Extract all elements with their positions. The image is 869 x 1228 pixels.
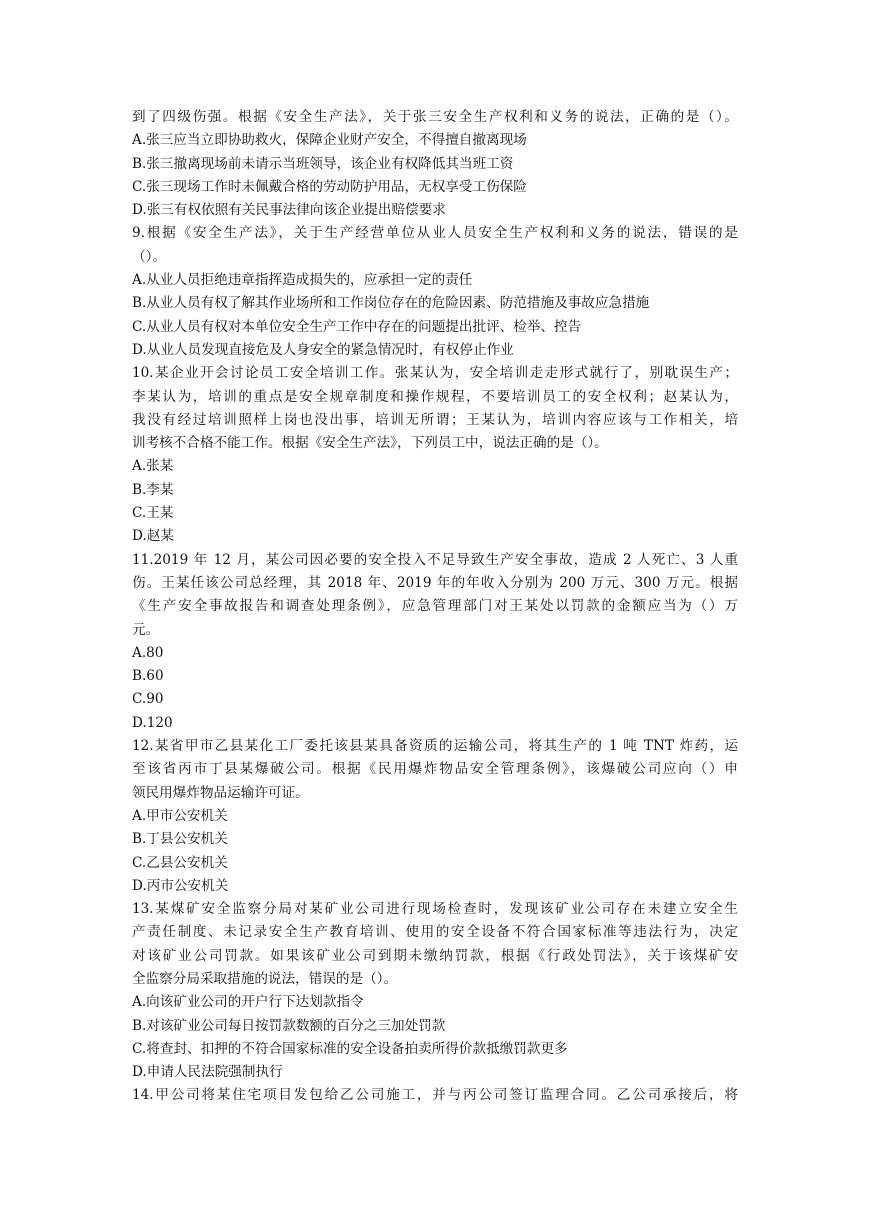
text-line: A.张三应当立即协助救火，保障企业财产安全，不得擅自撤离现场 [132, 132, 527, 149]
document-page [132, 106, 738, 1108]
text-line: C.乙县公安机关 [132, 854, 228, 871]
text-line: 领民用爆炸物品运输许可证。 [132, 784, 309, 801]
text-line: 至该省丙市丁县某爆破公司。根据《民用爆炸物品安全管理条例》，该爆破公司应向（）申 [132, 761, 738, 778]
text-line: A.80 [132, 644, 164, 661]
text-line: A.向该矿业公司的开户行下达划款指令 [132, 994, 364, 1011]
text-line: 全监察分局采取措施的说法，错误的是（）。 [132, 970, 398, 987]
text-line: B.60 [132, 668, 164, 685]
text-line: 产责任制度、未记录安全生产教育培训、使用的安全设备不符合国家标准等违法行为，决定 [132, 924, 738, 941]
text-line: 到了四级伤强。根据《安全生产法》，关于张三安全生产权利和义务的说法，正确的是（）。 [132, 109, 738, 125]
text-line: A.从业人员拒绝违章指挥造成损失的，应承担一定的责任 [132, 272, 473, 289]
text-line: 10.某企业开会讨论员工安全培训工作。张某认为，安全培训走走形式就行了，别耽误生产； [132, 365, 738, 382]
text-line: 11.2019 年 12 月，某公司因必要的安全投入不足导致生产安全事故，造成 2 人死亡、3 人重 [132, 551, 738, 568]
text-line: 13.某煤矿安全监察分局对某矿业公司进行现场检查时，发现该矿业公司存在未建立安全生 [132, 901, 738, 918]
text-line: 12.某省甲市乙县某化工厂委托该县某具备资质的运输公司，将其生产的 1 吨 TNT 炸药，运 [132, 738, 738, 755]
text-line: 对该矿业公司罚款。如果该矿业公司到期未缴纳罚款，根据《行政处罚法》，关于该煤矿安 [132, 947, 738, 964]
text-line: D.120 [132, 714, 173, 731]
text-line: 9.根据《安全生产法》，关于生产经营单位从业人员安全生产权利和义务的说法，错误的是 [132, 225, 738, 242]
text-line: B.对该矿业公司每日按罚款数额的百分之三加处罚款 [132, 1017, 446, 1034]
text-line: 我没有经过培训照样上岗也没出事，培训无所谓；王某认为，培训内容应该与工作相关，培 [132, 411, 738, 428]
text-line: 《生产安全事故报告和调查处理条例》，应急管理部门对王某处以罚款的金额应当为（）万 [132, 598, 738, 615]
text-line: D.赵某 [132, 528, 174, 545]
text-line: 训考核不合格不能工作。根据《安全生产法》，下列员工中，说法正确的是（）。 [132, 435, 608, 452]
text-line: （）。 [132, 248, 166, 265]
text-line: D.申请人民法院强制执行 [132, 1064, 283, 1081]
text-line: C.张三现场工作时未佩戴合格的劳动防护用品，无权享受工伤保险 [132, 178, 527, 195]
text-line: A.甲市公安机关 [132, 807, 228, 824]
text-line: C.将查封、扣押的不符合国家标准的安全设备拍卖所得价款抵缴罚款更多 [132, 1040, 568, 1057]
text-line: D.从业人员发现直接危及人身安全的紧急情况时，有权停止作业 [132, 341, 514, 358]
text-line: D.丙市公安机关 [132, 877, 229, 894]
text-line: D.张三有权依照有关民事法律向该企业提出赔偿要求 [132, 202, 446, 219]
text-line: C.王某 [132, 505, 174, 522]
text-line: B.丁县公安机关 [132, 831, 228, 848]
text-line: A.张某 [132, 458, 174, 475]
text-line: C.90 [132, 691, 164, 708]
text-line: 14.甲公司将某住宅项目发包给乙公司施工，并与丙公司签订监理合同。乙公司承接后，将 [132, 1087, 738, 1104]
text-line: B.张三撤离现场前未请示当班领导，该企业有权降低其当班工资 [132, 155, 514, 172]
text-line: 李某认为，培训的重点是安全规章制度和操作规程，不要培训员工的安全权利；赵某认为， [132, 388, 738, 405]
text-line: C.从业人员有权对本单位安全生产工作中存在的问题提出批评、检举、控告 [132, 318, 582, 335]
text-line: B.从业人员有权了解其作业场所和工作岗位存在的危险因素、防范措施及事故应急措施 [132, 295, 650, 312]
text-line: B.李某 [132, 481, 174, 498]
text-line: 伤。王某任该公司总经理，其 2018 年、2019 年的年收入分别为 200 万元、300 万元。根据 [132, 574, 738, 591]
text-line: 元。 [132, 621, 160, 638]
